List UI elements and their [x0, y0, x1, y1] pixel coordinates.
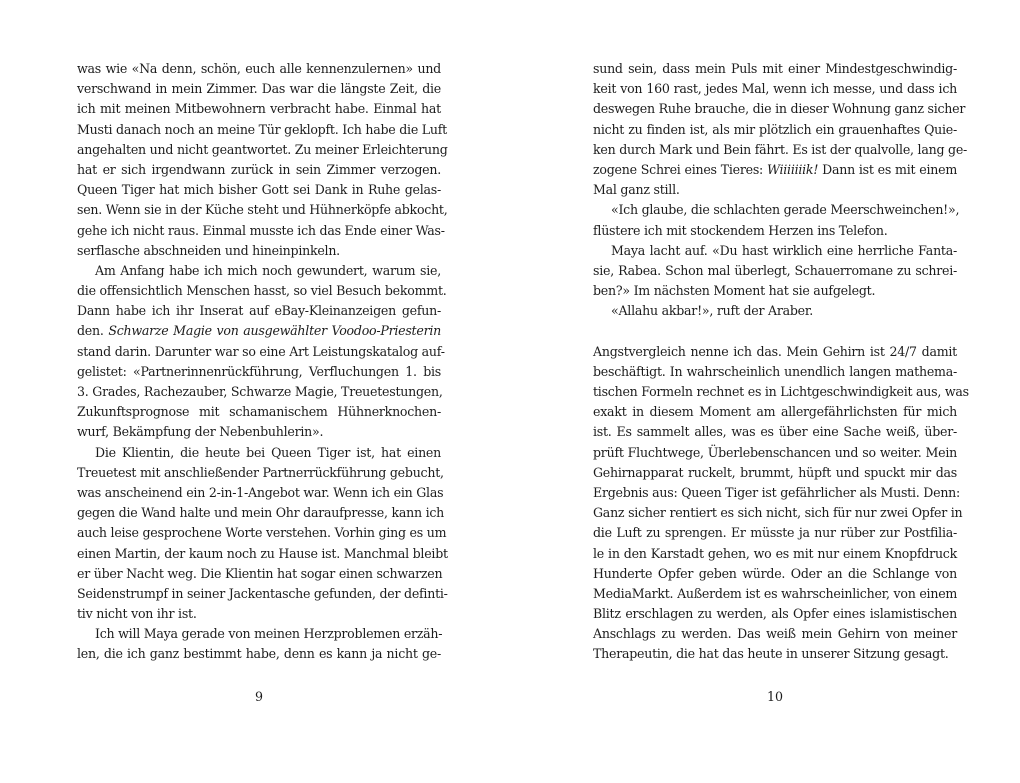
- text-line: gelistet: «Partnerinnenrückführung, Verfluchungen 1. bis: [77, 363, 441, 379]
- text-line: deswegen Ruhe brauche, die in dieser Wohnung ganz sicher: [593, 101, 966, 117]
- text-line: angehalten und nicht geantwortet. Zu meiner Erleichterung: [77, 141, 448, 157]
- text-line: tischen Formeln rechnet es in Lichtgeschwindigkeit aus, was: [593, 384, 969, 399]
- text-line: Anschlags zu werden. Das weiß mein Gehirn von meiner: [593, 626, 957, 642]
- text-line: «Ich glaube, die schlachten gerade Meerschweinchen!»,: [611, 202, 960, 218]
- text-line: keit von 160 rast, jedes Mal, wenn ich messe, und dass ich: [593, 81, 957, 97]
- page-number-right: 10: [766, 689, 784, 704]
- text-line: sen. Wenn sie in der Küche steht und Hühnerköpfe abkocht,: [77, 202, 448, 218]
- text-line: Blitz erschlagen zu werden, als Opfer eines islamistischen: [593, 606, 957, 622]
- text-line: Gehirnapparat ruckelt, brummt, hüpft und spuckt mir das: [593, 464, 957, 480]
- text-line: auch leise gesprochene Worte verstehen. Vorhin ging es um: [77, 525, 447, 541]
- text-line: hat er sich irgendwann zurück in sein Zimmer verzogen.: [77, 161, 441, 177]
- text-line: gehe ich nicht raus. Einmal musste ich das Ende einer Was-: [77, 222, 445, 238]
- text-line: «Allahu akbar!», ruft der Araber.: [611, 303, 814, 319]
- text-line: sie, Rabea. Schon mal überlegt, Schauerromane zu schrei-: [593, 262, 957, 278]
- text-line: was wie «Na denn, schön, euch alle kennenzulernen» und: [77, 61, 441, 76]
- text-line: Dann habe ich ihr Inserat auf eBay-Kleinanzeigen gefun-: [77, 303, 441, 319]
- text-line: len, die ich ganz bestimmt habe, denn es kann ja nicht ge-: [77, 646, 441, 662]
- section-break: [593, 321, 957, 341]
- text-line: Maya lacht auf. «Du hast wirklich eine herrliche Fanta-: [611, 242, 957, 258]
- text-line: ben?» Im nächsten Moment hat sie aufgelegt.: [593, 283, 876, 299]
- text-line: Seidenstrumpf in seiner Jackentasche gefunden, der definti-: [77, 585, 448, 601]
- text-line: ken durch Mark und Bein fährt. Es ist der qualvolle, lang ge-: [593, 141, 968, 157]
- text-line: zogene Schrei eines Tieres: Wiiiiiiik! Dann ist es mit einem: [593, 161, 958, 177]
- text-line: Therapeutin, die hat das heute in unserer Sitzung gesagt.: [593, 646, 949, 662]
- right-page: [593, 59, 969, 665]
- text-line: Zukunftsprognose mit schamanischem Hühnerknochen-: [77, 404, 441, 420]
- text-line: was anscheinend ein 2-in-1-Angebot war. Wenn ich ein Glas: [77, 484, 444, 500]
- italic-text: Wiiiiiiik!: [767, 161, 819, 177]
- text-line: MediaMarkt. Außerdem ist es wahrscheinlicher, von einem: [593, 585, 958, 601]
- text-line: Ergebnis aus: Queen Tiger ist gefährlicher als Musti. Denn:: [593, 484, 961, 500]
- text-line: Angstvergleich nenne ich das. Mein Gehirn ist 24/7 damit: [593, 343, 957, 359]
- text-line: ist. Es sammelt alles, was es über eine Sache weiß, über-: [593, 424, 957, 440]
- text-line: wurf, Bekämpfung der Nebenbuhlerin».: [77, 424, 324, 440]
- text-line: den. Schwarze Magie von ausgewählter Voodoo-Priesterin: [77, 323, 441, 339]
- text-line: nicht zu finden ist, als mir plötzlich ein grauenhaftes Quie-: [593, 121, 957, 137]
- left-page: [77, 59, 448, 665]
- text-line: er über Nacht weg. Die Klientin hat sogar einen schwarzen: [77, 565, 443, 581]
- text-line: beschäftigt. In wahrscheinlich unendlich langen mathema-: [593, 363, 957, 379]
- text-line: Am Anfang habe ich mich noch gewundert, warum sie,: [95, 262, 441, 278]
- text-line: flüstere ich mit stockendem Herzen ins Telefon.: [593, 222, 888, 238]
- text-line: serflasche abschneiden und hineinpinkeln.: [77, 242, 340, 258]
- text-line: Musti danach noch an meine Tür geklopft. Ich habe die Luft: [77, 121, 447, 137]
- text-line: Treuetest mit anschließender Partnerrückführung gebucht,: [77, 464, 444, 480]
- text-line: sund sein, dass mein Puls mit einer Mindestgeschwindig-: [593, 61, 957, 76]
- text-line: Ich will Maya gerade von meinen Herzproblemen erzäh-: [95, 626, 443, 642]
- text-line: exakt in diesem Moment am allergefährlichsten für mich: [593, 404, 957, 420]
- text-line: gegen die Wand halte und mein Ohr daraufpresse, kann ich: [77, 505, 445, 521]
- text-line: Die Klientin, die heute bei Queen Tiger ist, hat einen: [95, 444, 441, 460]
- text-line: 3. Grades, Rachezauber, Schwarze Magie, Treuetestungen,: [77, 384, 443, 399]
- text-line: ich mit meinen Mitbewohnern verbracht habe. Einmal hat: [77, 101, 441, 117]
- text-line: le in den Karstadt gehen, wo es mit nur einem Knopfdruck: [593, 545, 957, 561]
- text-line: Mal ganz still.: [593, 182, 680, 198]
- text-line: prüft Fluchtwege, Überlebenschancen und so weiter. Mein: [593, 444, 957, 460]
- text-line: tiv nicht von ihr ist.: [77, 606, 197, 622]
- text-line: einen Martin, der kaum noch zu Hause ist. Manchmal bleibt: [77, 545, 448, 561]
- italic-text: Schwarze Magie von ausgewählter Voodoo-Priesterin: [108, 323, 441, 339]
- text-line: Hunderte Opfer geben würde. Oder an die Schlange von: [593, 565, 957, 581]
- text-line: verschwand in mein Zimmer. Das war die längste Zeit, die: [77, 81, 441, 97]
- text-line: Queen Tiger hat mich bisher Gott sei Dank in Ruhe gelas-: [77, 182, 441, 198]
- text-line: die Luft zu sprengen. Er müsste ja nur rüber zur Postfilia-: [593, 525, 957, 541]
- page-number-left: 9: [254, 689, 263, 704]
- text-line: stand darin. Darunter war so eine Art Leistungskatalog auf-: [77, 343, 445, 359]
- text-line: Ganz sicher rentiert es sich nicht, sich für nur zwei Opfer in: [593, 505, 963, 521]
- text-line: die offensichtlich Menschen hasst, so viel Besuch bekommt.: [77, 283, 447, 299]
